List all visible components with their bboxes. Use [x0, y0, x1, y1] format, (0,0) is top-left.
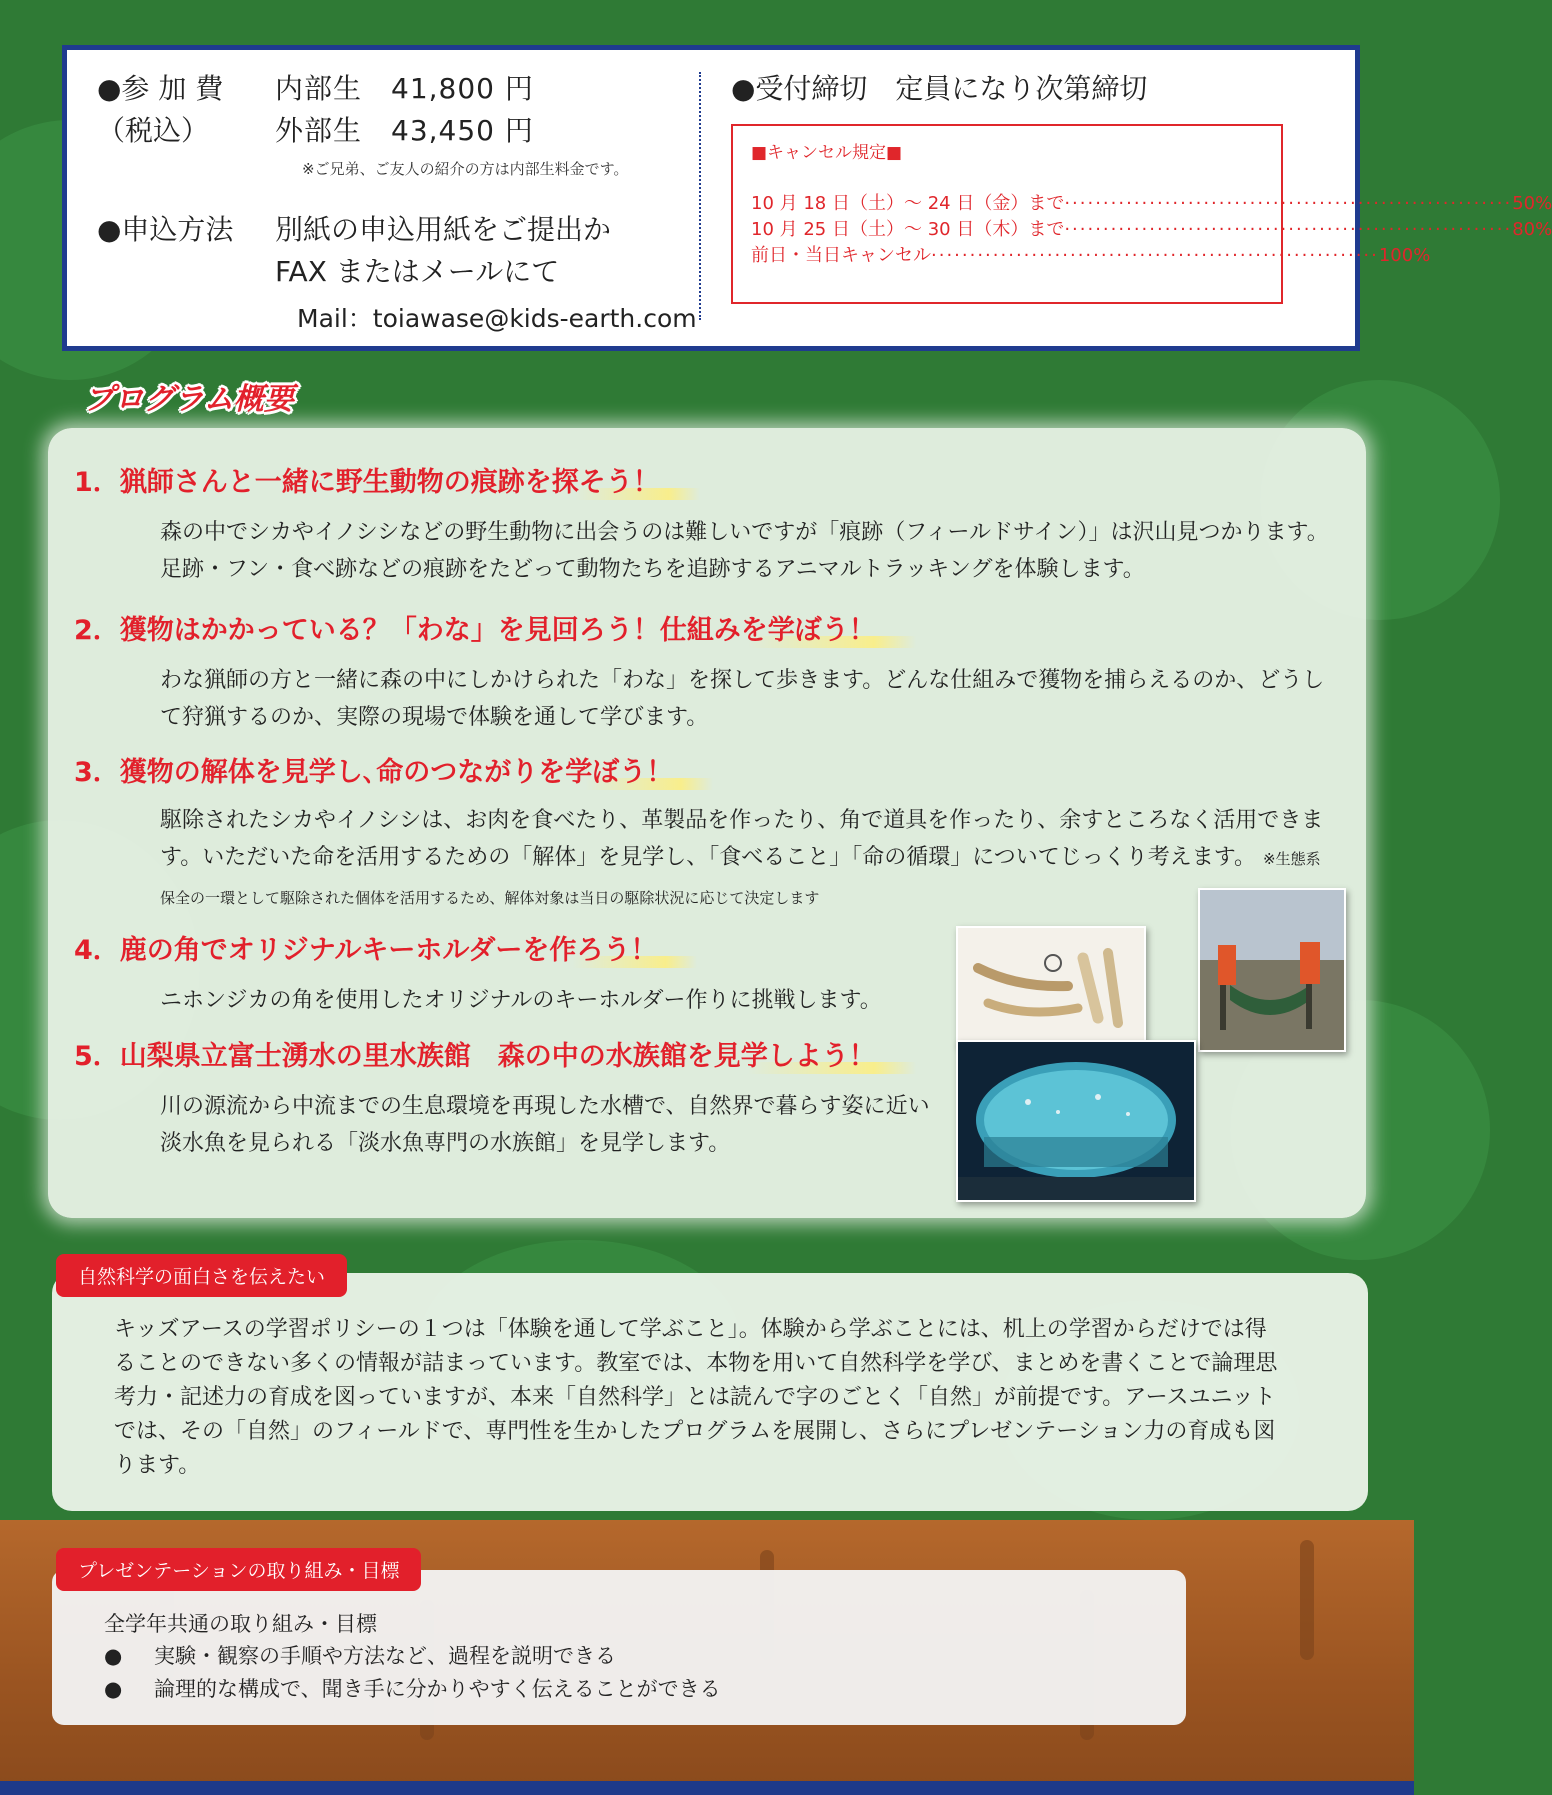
program-heading: 3．獲物の解体を見学し､命のつながりを学ぼう！	[74, 756, 713, 790]
fee-internal: 内部生 41,800 円	[275, 72, 534, 105]
carrying-deer-photo	[1198, 888, 1346, 1052]
carrying-deer-image	[1200, 890, 1344, 1050]
aquarium-photo	[956, 1040, 1196, 1202]
bullet-text: 論理的な構成で、聞き手に分かりやすく伝えることができる	[154, 1677, 721, 1701]
fee-external: 外部生 43,450 円	[275, 114, 534, 147]
science-body: キッズアースの学習ポリシーの１つは「体験を通して学ぶこと」。体験から学ぶことには、机上の学習からだけでは得ることのできない多くの情報が詰まっています。教室では、本物を用いて自然科学を学び、まとめを書くことで論理思考力・記述力の育成を図っていますが、本来「自然科学」とは読んで字のごとく「自然」が前提です。アースユニットでは、その「自然」のフィールドで、専門性を生かしたプログラムを展開し、さらにプレゼンテーション力の育成も図ります。	[114, 1317, 1278, 1478]
cancel-row	[751, 217, 1552, 243]
cancel-period: 10 月 25 日（土）～ 30 日（木）まで	[751, 219, 1065, 240]
fee-label: ●参 加 費	[97, 72, 224, 105]
presentation-panel	[52, 1570, 1186, 1725]
cancel-row	[751, 243, 1431, 269]
antler-keychain-photo	[956, 926, 1146, 1046]
bullet-icon: ●	[104, 1644, 123, 1668]
program-heading: 4．鹿の角でオリジナルキーホルダーを作ろう！	[74, 934, 697, 968]
mail-address[interactable]: Mail：toiawase@kids-earth.com	[297, 304, 697, 333]
leader-dots: ··························································	[931, 245, 1379, 266]
deadline: ●受付締切 定員になり次第締切	[731, 72, 1148, 105]
apply-method	[97, 209, 737, 293]
presentation-head: 全学年共通の取り組み・目標	[104, 1612, 377, 1636]
cancel-row	[751, 191, 1552, 217]
presentation-list	[104, 1640, 721, 1706]
program-item-1	[74, 466, 1334, 588]
fee-row-external	[97, 110, 737, 152]
science-tag: 自然科学の面白さを伝えたい	[56, 1254, 347, 1297]
program-body-text: 駆除されたシカやイノシシは、お肉を食べたり、革製品を作ったり、角で道具を作ったり、余すところなく活用できます。いただいた命を活用するための「解体」を見学し、「食べること」「命の循環」についてじっくり考えます。	[160, 808, 1324, 870]
program-heading: 5．山梨県立富士湧水の里水族館 森の中の水族館を見学しよう！	[74, 1040, 916, 1074]
cancel-rate: 80%	[1512, 219, 1552, 240]
program-panel	[48, 428, 1366, 1218]
program-note: ※生態系保全の一環として駆除された個体を活用するため、解体対象は当日の駆除状況に応じて決定します	[160, 850, 1321, 907]
presentation-tag: プレゼンテーションの取り組み・目標	[56, 1548, 421, 1591]
program-body: ニホンジカの角を使用したオリジナルのキーホルダー作りに挑戦します。	[160, 988, 882, 1013]
cancel-period: 前日・当日キャンセル	[751, 245, 931, 266]
apply-line2: FAX またはメールにて	[275, 255, 560, 288]
science-panel	[52, 1273, 1368, 1511]
leader-dots: ··························································	[1064, 193, 1513, 214]
cancel-policy-box	[731, 124, 1552, 304]
antler-keychain-image	[958, 928, 1144, 1044]
program-item-3	[74, 756, 1334, 917]
program-body	[160, 802, 1334, 917]
program-item-4	[74, 934, 934, 1019]
aquarium-image	[958, 1042, 1194, 1200]
fee-row-internal	[97, 68, 737, 110]
bullet-icon: ●	[104, 1677, 123, 1701]
bottom-bar	[0, 1781, 1414, 1795]
fee-tax-label: （税込）	[97, 114, 210, 147]
cancel-rate: 50%	[1512, 193, 1552, 214]
cancel-period: 10 月 18 日（土）～ 24 日（金）まで	[751, 193, 1065, 214]
program-body: 森の中でシカやイノシシなどの野生動物に出会うのは難しいですが「痕跡（フィールドサイン）」は沢山見つかります。足跡・フン・食べ跡などの痕跡をたどって動物たちを追跡するアニマルトラッキングを体験します。	[160, 520, 1329, 582]
list-item	[104, 1673, 721, 1706]
dotted-divider	[699, 72, 701, 320]
program-body: わな猟師の方と一緒に森の中にしかけられた「わな」を探して歩きます。どんな仕組みで獲物を捕らえるのか、どうして狩猟するのか、実際の現場で体験を通して学びます。	[160, 668, 1325, 730]
fee-and-apply	[97, 68, 737, 335]
apply-label: ●申込方法	[97, 213, 234, 246]
cancel-title: ■キャンセル規定■	[751, 143, 903, 163]
program-heading: 2．獲物はかかっている？「わな」を見回ろう！仕組みを学ぼう！	[74, 614, 916, 648]
bullet-text: 実験・観察の手順や方法など、過程を説明できる	[154, 1644, 616, 1668]
info-box	[62, 45, 1552, 351]
list-item	[104, 1640, 721, 1673]
program-heading: 1．猟師さんと一緒に野生動物の痕跡を探そう！	[74, 466, 700, 500]
apply-line1: 別紙の申込用紙をご提出か	[275, 213, 612, 246]
program-item-5	[74, 1040, 974, 1162]
program-title: プログラム概要	[84, 382, 294, 417]
cancel-rate: 100%	[1378, 245, 1431, 266]
program-body: 川の源流から中流までの生息環境を再現した水槽で、自然界で暮らす姿に近い淡水魚を見られる「淡水魚専門の水族館」を見学します。	[160, 1094, 930, 1156]
program-item-2	[74, 614, 1334, 736]
leader-dots: ··························································	[1064, 219, 1513, 240]
fee-note: ※ご兄弟、ご友人の紹介の方は内部生料金です。	[302, 160, 629, 178]
deadline-and-cancel	[731, 68, 1552, 304]
